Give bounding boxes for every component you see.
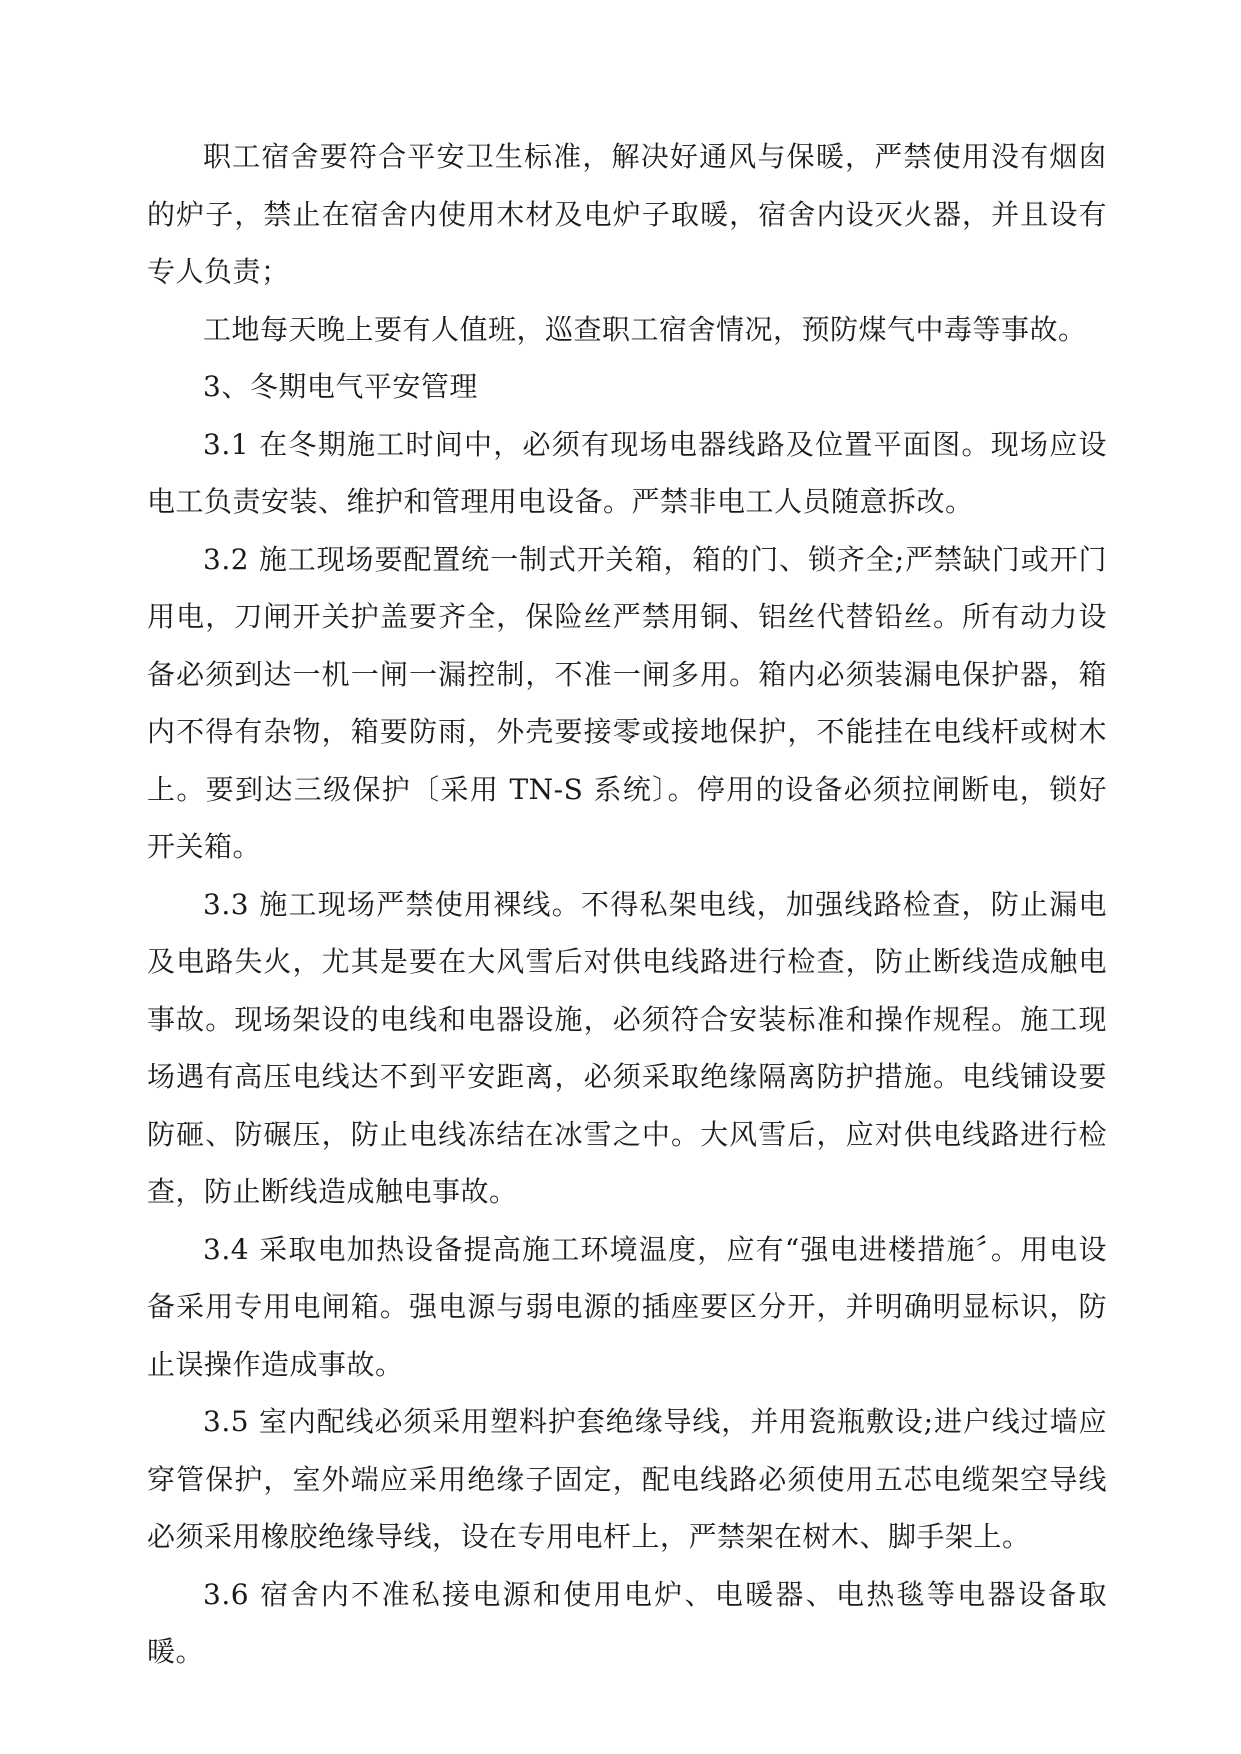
section-heading-electrical-safety: 3、冬期电气平安管理 [203,370,478,403]
document-body [147,128,1107,1681]
paragraph-3-2: 3.2 施工现场要配置统一制式开关箱，箱的门、锁齐全;严禁缺门或开门用电，刀闸开关护盖要齐全，保险丝严禁用铜、铝丝代替铅丝。所有动力设备必须到达一机一闸一漏控制，不准一闸多用。箱内必须装漏电保护器，箱内不得有杂物，箱要防雨，外壳要接零或接地保护，不能挂在电线杆或树木上。要到达三级保护〔采用 TN-S 系统〕。停用的设备必须拉闸断电，锁好开关箱。 [147,542,1107,863]
paragraph-3-4: 3.4 采取电加热设备提高施工环境温度，应有“强电进楼措施〞。用电设备采用专用电闸箱。强电源与弱电源的插座要区分开，并明确明显标识，防止误操作造成事故。 [147,1232,1107,1381]
paragraph-3-3: 3.3 施工现场严禁使用裸线。不得私架电线，加强线路检查，防止漏电及电路失火，尤其是要在大风雪后对供电线路进行检查，防止断线造成触电事故。现场架设的电线和电器设施，必须符合安装标准和操作规程。施工现场遇有高压电线达不到平安距离，必须采取绝缘隔离防护措施。电线铺设要防砸、防碾压，防止电线冻结在冰雪之中。大风雪后，应对供电线路进行检查，防止断线造成触电事故。 [147,887,1107,1208]
paragraph-3-1: 3.1 在冬期施工时间中，必须有现场电器线路及位置平面图。现场应设电工负责安装、维护和管理用电设备。严禁非电工人员随意拆改。 [147,427,1107,518]
paragraph-3-6: 3.6 宿舍内不准私接电源和使用电炉、电暖器、电热毯等电器设备取暖。 [147,1577,1107,1668]
paragraph-dormitory-safety: 职工宿舍要符合平安卫生标准，解决好通风与保暖，严禁使用没有烟囱的炉子，禁止在宿舍内使用木材及电炉子取暖，宿舍内设灭火器，并且设有专人负责； [147,140,1107,288]
paragraph-3-5: 3.5 室内配线必须采用塑料护套绝缘导线，并用瓷瓶敷设;进户线过墙应穿管保护，室外端应采用绝缘子固定，配电线路必须使用五芯电缆架空导线必须采用橡胶绝缘导线，设在专用电杆上，严禁架在树木、脚手架上。 [147,1405,1107,1553]
paragraph-night-duty: 工地每天晚上要有人值班，巡查职工宿舍情况，预防煤气中毒等事故。 [203,312,1087,346]
